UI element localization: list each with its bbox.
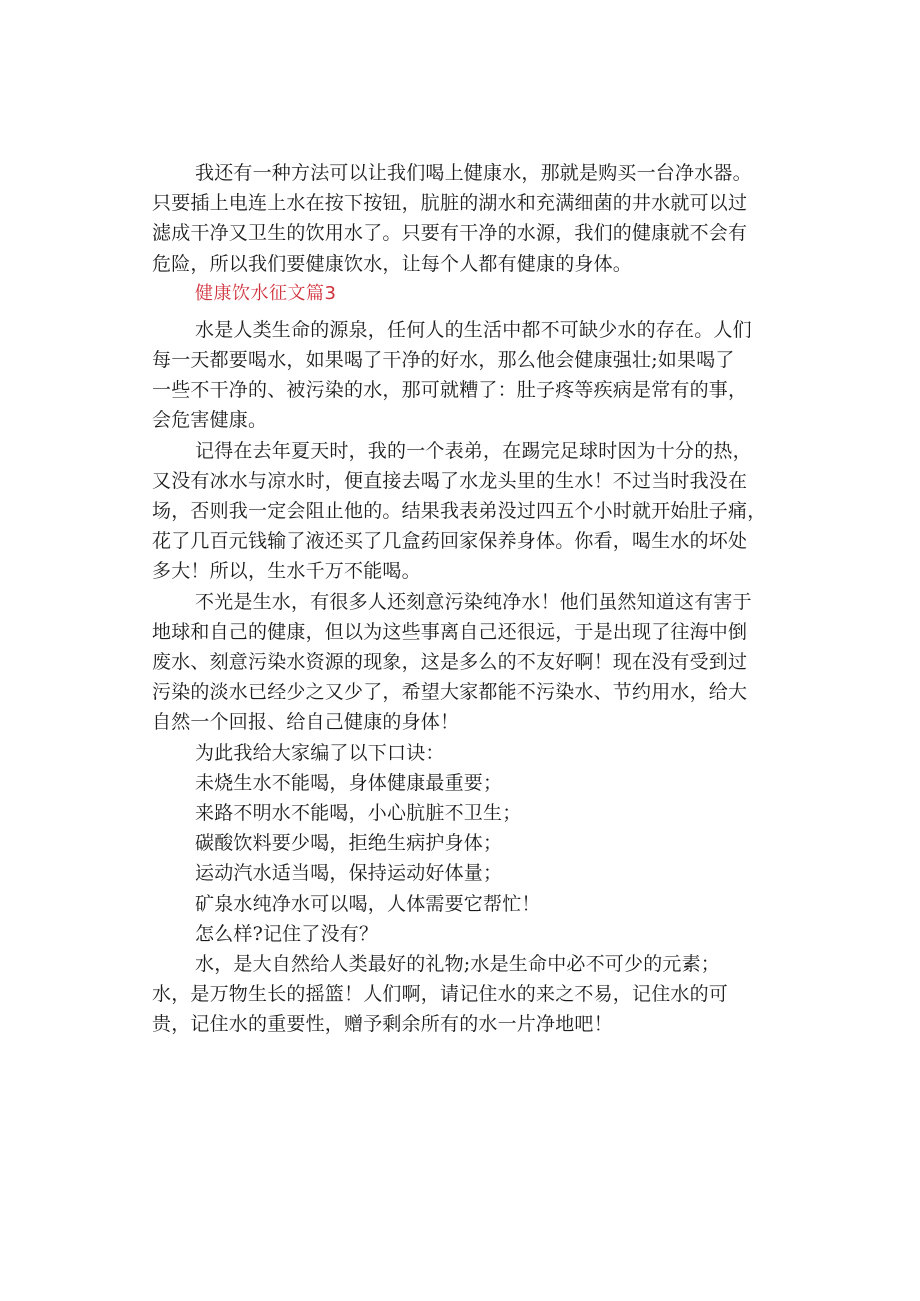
rhyme-line: 运动汽水适当喝，保持运动好体量； <box>195 862 503 885</box>
text-line: 水，是万物生长的摇篮！人们啊，请记住水的来之不易，记住水的可 <box>152 983 729 1006</box>
text-line: 为此我给大家编了以下口诀： <box>195 741 445 764</box>
text-line: 一些不干净的、被污染的水，那可就糟了：肚子疼等疾病是常有的事， <box>152 379 748 402</box>
text-line: 我还有一种方法可以让我们喝上健康水，那就是购买一台净水器。 <box>195 162 752 184</box>
text-line: 场，否则我一定会阻止他的。结果我表弟没过四五个小时就开始肚子痛， <box>152 500 767 523</box>
text-line: 怎么样?记住了没有？ <box>195 922 379 945</box>
rhyme-line: 矿泉水纯净水可以喝，人体需要它帮忙！ <box>195 892 541 915</box>
text-line: 不光是生水，有很多人还刻意污染纯净水！他们虽然知道这有害于 <box>195 590 752 613</box>
section-heading: 健康饮水征文篇3 <box>195 282 337 304</box>
text-line: 地球和自己的健康，但以为这些事离自己还很远，于是出现了往海中倒 <box>152 620 748 643</box>
paragraph-pollution <box>152 587 792 738</box>
paragraph-cousin-story <box>152 436 792 587</box>
paragraph-rhyme-intro <box>152 738 792 768</box>
text-line: 自然一个回报、给自己健康的身体！ <box>152 711 460 734</box>
paragraph-question <box>152 919 792 949</box>
rhyme-line: 未烧生水不能喝，身体健康最重要； <box>195 771 503 794</box>
rhyme-line: 碳酸饮料要少喝，拒绝生病护身体； <box>195 832 503 855</box>
text-line: 多大！所以，生水千万不能喝。 <box>152 560 421 583</box>
text-line: 水，是大自然给人类最好的礼物;水是生命中必不可少的元素； <box>195 953 721 976</box>
text-line: 滤成干净又卫生的饮用水了。只要有干净的水源，我们的健康就不会有 <box>152 222 748 245</box>
text-line: 废水、刻意污染水资源的现象，这是多么的不友好啊！现在没有受到过 <box>152 651 748 674</box>
rhyme-list <box>152 768 792 919</box>
text-line: 又没有冰水与凉水时，便直接去喝了水龙头里的生水！不过当时我没在 <box>152 469 748 492</box>
rhyme-line: 来路不明水不能喝，小心肮脏不卫生； <box>195 802 522 825</box>
text-line: 危险，所以我们要健康饮水，让每个人都有健康的身体。 <box>152 252 633 275</box>
paragraph-purifier <box>152 158 792 279</box>
text-line: 贵，记住水的重要性，赠予剩余所有的水一片净地吧！ <box>152 1013 613 1036</box>
text-line: 只要插上电连上水在按下按钮，肮脏的湖水和充满细菌的井水就可以过 <box>152 192 748 215</box>
essay-body <box>152 158 792 1040</box>
text-line: 每一天都要喝水，如果喝了干净的好水，那么他会健康强壮;如果喝了 <box>152 349 735 372</box>
text-line: 污染的淡水已经少之又少了，希望大家都能不污染水、节约用水，给大 <box>152 681 748 704</box>
text-line: 记得在去年夏天时，我的一个表弟，在踢完足球时因为十分的热， <box>195 439 752 462</box>
paragraph-closing <box>152 949 792 1040</box>
text-line: 花了几百元钱输了液还买了几盒药回家保养身体。你看，喝生水的坏处 <box>152 530 748 553</box>
text-line: 会危害健康。 <box>152 409 268 432</box>
text-line: 水是人类生命的源泉，任何人的生活中都不可缺少水的存在。人们 <box>195 318 752 341</box>
paragraph-source-of-life <box>152 315 792 436</box>
